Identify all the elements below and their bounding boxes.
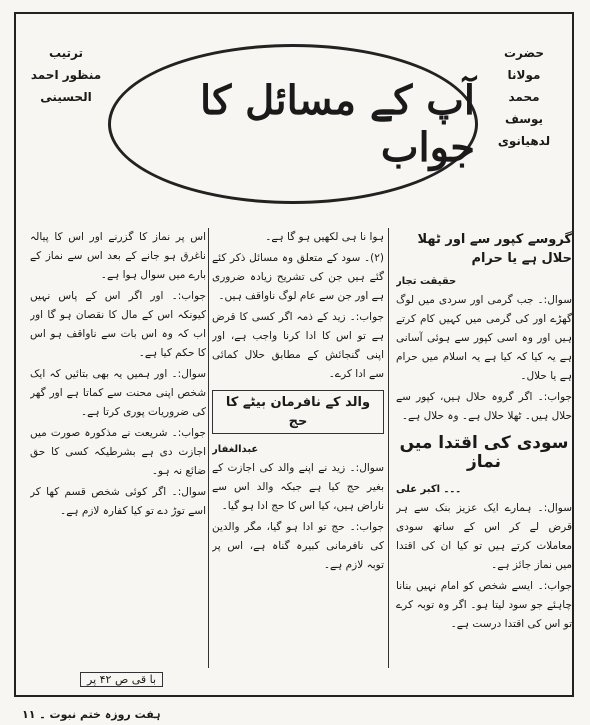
article-byline: حقیقت تجار [396, 276, 457, 287]
paragraph: جواب:۔ اگر گروہ حلال ہیں، کپور سے حلال ہیں۔ ٹھلا حلال ہے۔ وہ حلال ہے۔ [396, 391, 572, 422]
paragraph: سوال:۔ اگر کوئی شخص قسم کھا کر اسے توڑ دے تو کیا کفارہ لازم ہے۔ [30, 486, 206, 517]
paragraph: جواب:۔ اور اگر اس کے پاس نہیں کیونکہ اس کے مال کا نقصان ہو گا اور اب کہ وہ اس بات سے ناواقف ہو اس کا حکم کیا ہے۔ [30, 290, 206, 359]
author-line: مولانا [507, 68, 541, 82]
continued-note: با قی ص ۴۲ پر [80, 672, 163, 687]
paragraph: اس پر نماز کا گزرنے اور اس کا پیالہ ناغرق ہو جانے کے بعد اس سے نماز کے بارے میں سوال ہوا ہے۔ [30, 231, 206, 281]
paragraph: جواب:۔ حج تو ادا ہو گیا، مگر والدین کی نافرمانی کبیرہ گناہ ہے، اس پر توبہ لازم ہے۔ [212, 521, 384, 571]
author-line: محمد یوسف [504, 90, 544, 126]
author-line: حضرت [504, 46, 544, 60]
paragraph: سوال:۔ جب گرمی اور سردی میں لوگ گھڑے اور کی گرمی میں کہیں کام کرتے ہیں اور وہ اسی کپور سے ہوئی آسانی ہے یہ کیا کہ کیا ہے یہ اسلام میں حرام ہے یا حلال۔ [396, 294, 572, 382]
article-byline: ۔۔۔ اکبر علی [396, 484, 462, 495]
compiler-line: منظور احمد [30, 68, 102, 82]
paragraph: سوال:۔ زید نے اپنے والد کی اجازت کے بغیر حج کیا ہے جبکہ والد اس سے ناراض ہیں، کیا اس کا حج ادا ہو گیا۔ [212, 462, 384, 512]
column-divider [388, 228, 389, 668]
article-heading: گروسے کپور سے اور ٹھلا حلال ہے یا حرام [417, 232, 572, 266]
compiler-line: الحسینی [40, 90, 92, 104]
paragraph: جواب:۔ زید کے ذمہ اگر کسی کا قرض ہے تو اس کا ادا کرنا واجب ہے، اور اپنی گنجائش کے مطابق حلال کمائی سے ادا کرے۔ [212, 311, 384, 380]
left-column [30, 228, 206, 688]
paragraph: سوال:۔ ہمارے ایک عزیز بنک سے ہر قرض لے کر اس کے ساتھ سودی معاملات کرتے ہیں تو کیا ان کی اقتدا میں نماز جائز ہے۔ [396, 502, 572, 571]
footer-issue: ہفت روزہ ختم نبوت ۔ ۱۱ [22, 708, 161, 721]
paragraph: سوال:۔ اور ہمیں یہ بھی بتائیں کہ ایک شخص اپنی محنت سے کماتا ہے اور گھر کی ضروریات پوری کرتا ہے۔ [30, 368, 206, 418]
author-line: لدھیانوی [497, 134, 551, 148]
page-title: آپ کے مسائل کا جواب [200, 77, 475, 171]
title-oval [108, 44, 478, 204]
paragraph: جواب:۔ ایسے شخص کو امام نہیں بنانا چاہئے جو سود لیتا ہو۔ اگر وہ توبہ کرے تو اس کی اقتدا درست ہے۔ [396, 580, 572, 630]
middle-column [212, 228, 384, 688]
compiler-line: ترتیب [48, 46, 84, 60]
article-heading: والد کے نافرمان بیٹے کا حج [212, 390, 384, 434]
article-heading: سودی کی اقتدا میں نماز [399, 433, 569, 472]
author-box [488, 42, 560, 204]
paragraph: (۲)۔ سود کے متعلق وہ مسائل ذکر کئے گئے ہیں جن کی تشریح زیادہ ضروری ہے اور جن سے عام لوگ ناواقف ہیں۔ [212, 252, 384, 302]
article-byline: عبدالغفار [212, 444, 259, 455]
header [22, 22, 566, 222]
right-column [396, 228, 572, 688]
paragraph: ہوا نا ہی لکھیں ہو گا ہے۔ [265, 231, 384, 243]
paragraph: جواب:۔ شریعت نے مذکورہ صورت میں اجازت دی ہے بشرطیکہ کسی کا حق ضائع نہ ہو۔ [30, 427, 206, 477]
compiler-box [30, 42, 102, 204]
column-divider [208, 228, 209, 668]
